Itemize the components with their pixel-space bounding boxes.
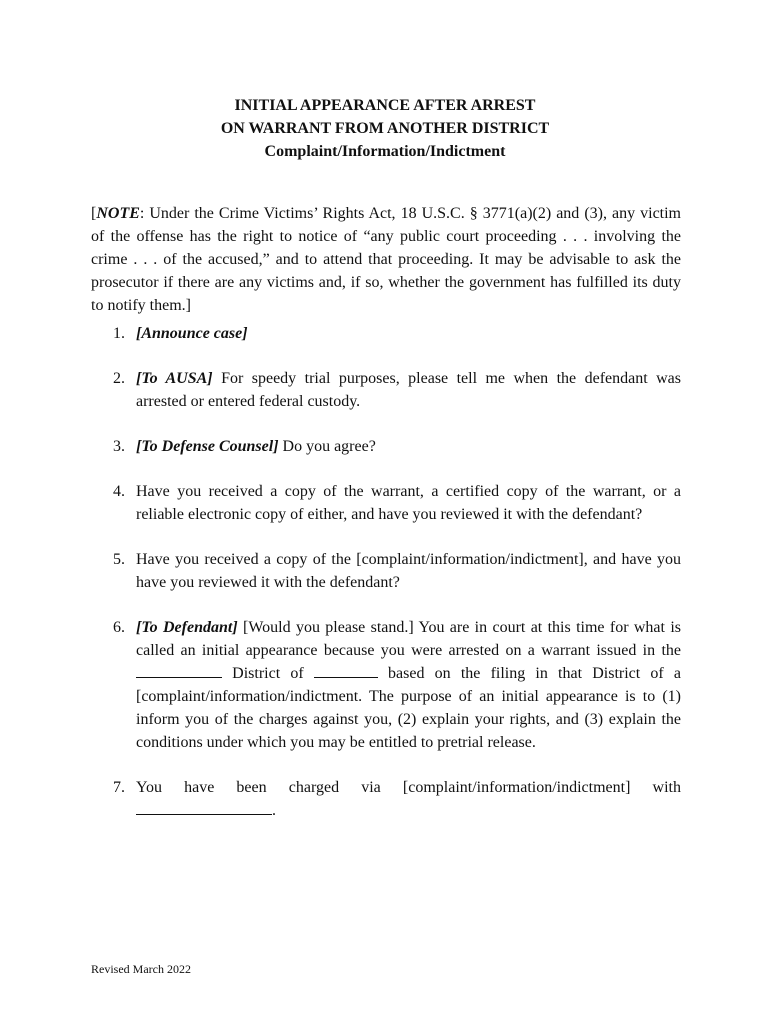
item-text: based on the filing in that District of a [complaint/information/indictment. The purpose of an initial appearance is to (1) inform you of the charges against you, (2) explain your rights, and (3) explain the conditions under which you may be entitled to pretrial release. <box>136 665 682 751</box>
item-number: 2. <box>113 370 125 387</box>
revision-footer: Revised March 2022 <box>91 962 191 976</box>
item-number: 3. <box>113 438 125 455</box>
list-item <box>91 548 681 594</box>
note-label: NOTE <box>96 205 140 222</box>
victims-rights-note <box>91 202 681 317</box>
title-line-1: INITIAL APPEARANCE AFTER ARREST <box>234 97 536 114</box>
district-blank-1 <box>136 663 222 678</box>
title-line-3: Complaint/Information/Indictment <box>264 143 506 160</box>
item-number: 7. <box>113 779 125 796</box>
item-text: . <box>272 802 276 819</box>
item-number: 5. <box>113 551 125 568</box>
list-item <box>91 776 681 822</box>
item-cue: [To Defendant] <box>136 619 238 636</box>
district-blank-2 <box>314 663 378 678</box>
item-cue: [To AUSA] <box>136 370 213 387</box>
item-text: You have been charged via [complaint/information/indictment] with <box>136 779 681 796</box>
item-text: District of <box>222 665 314 682</box>
item-cue: [Announce case] <box>136 325 248 342</box>
list-item <box>91 435 681 458</box>
note-text: : Under the Crime Victims’ Rights Act, 18 U.S.C. § 3771(a)(2) and (3), any victim of the offense has the right to notice of “any public court proceeding . . . involving the crime . . . of the accused,” and to attend that proceeding. It may be advisable to ask the prosecutor if there are any victims and, if so, whether the government has fulfilled its duty to notify them.] <box>91 205 681 314</box>
item-number: 6. <box>113 619 125 636</box>
item-text: Have you received a copy of the warrant, a certified copy of the warrant, or a reliable electronic copy of either, and have you reviewed it with the defendant? <box>136 483 681 523</box>
list-item <box>91 480 681 526</box>
note-open-bracket: [ <box>91 205 97 222</box>
item-cue: [To Defense Counsel] <box>136 438 279 455</box>
list-item <box>91 367 681 413</box>
list-item <box>91 322 681 345</box>
title-line-2: ON WARRANT FROM ANOTHER DISTRICT <box>220 120 550 137</box>
item-text: [Would you please stand.] You are in court at this time for what is called an initial appearance because you were arrested on a warrant issued in the <box>136 619 681 659</box>
document-title <box>0 94 770 163</box>
item-number: 4. <box>113 483 125 500</box>
item-text: Have you received a copy of the [complaint/information/indictment], and have you have you reviewed it with the defendant? <box>136 551 681 591</box>
item-number: 1. <box>113 325 125 342</box>
script-items-list <box>91 322 681 844</box>
charge-blank <box>136 800 272 815</box>
item-text: For speedy trial purposes, please tell me when the defendant was arrested or entered federal custody. <box>136 370 681 410</box>
item-text: Do you agree? <box>278 438 376 455</box>
list-item <box>91 616 681 754</box>
